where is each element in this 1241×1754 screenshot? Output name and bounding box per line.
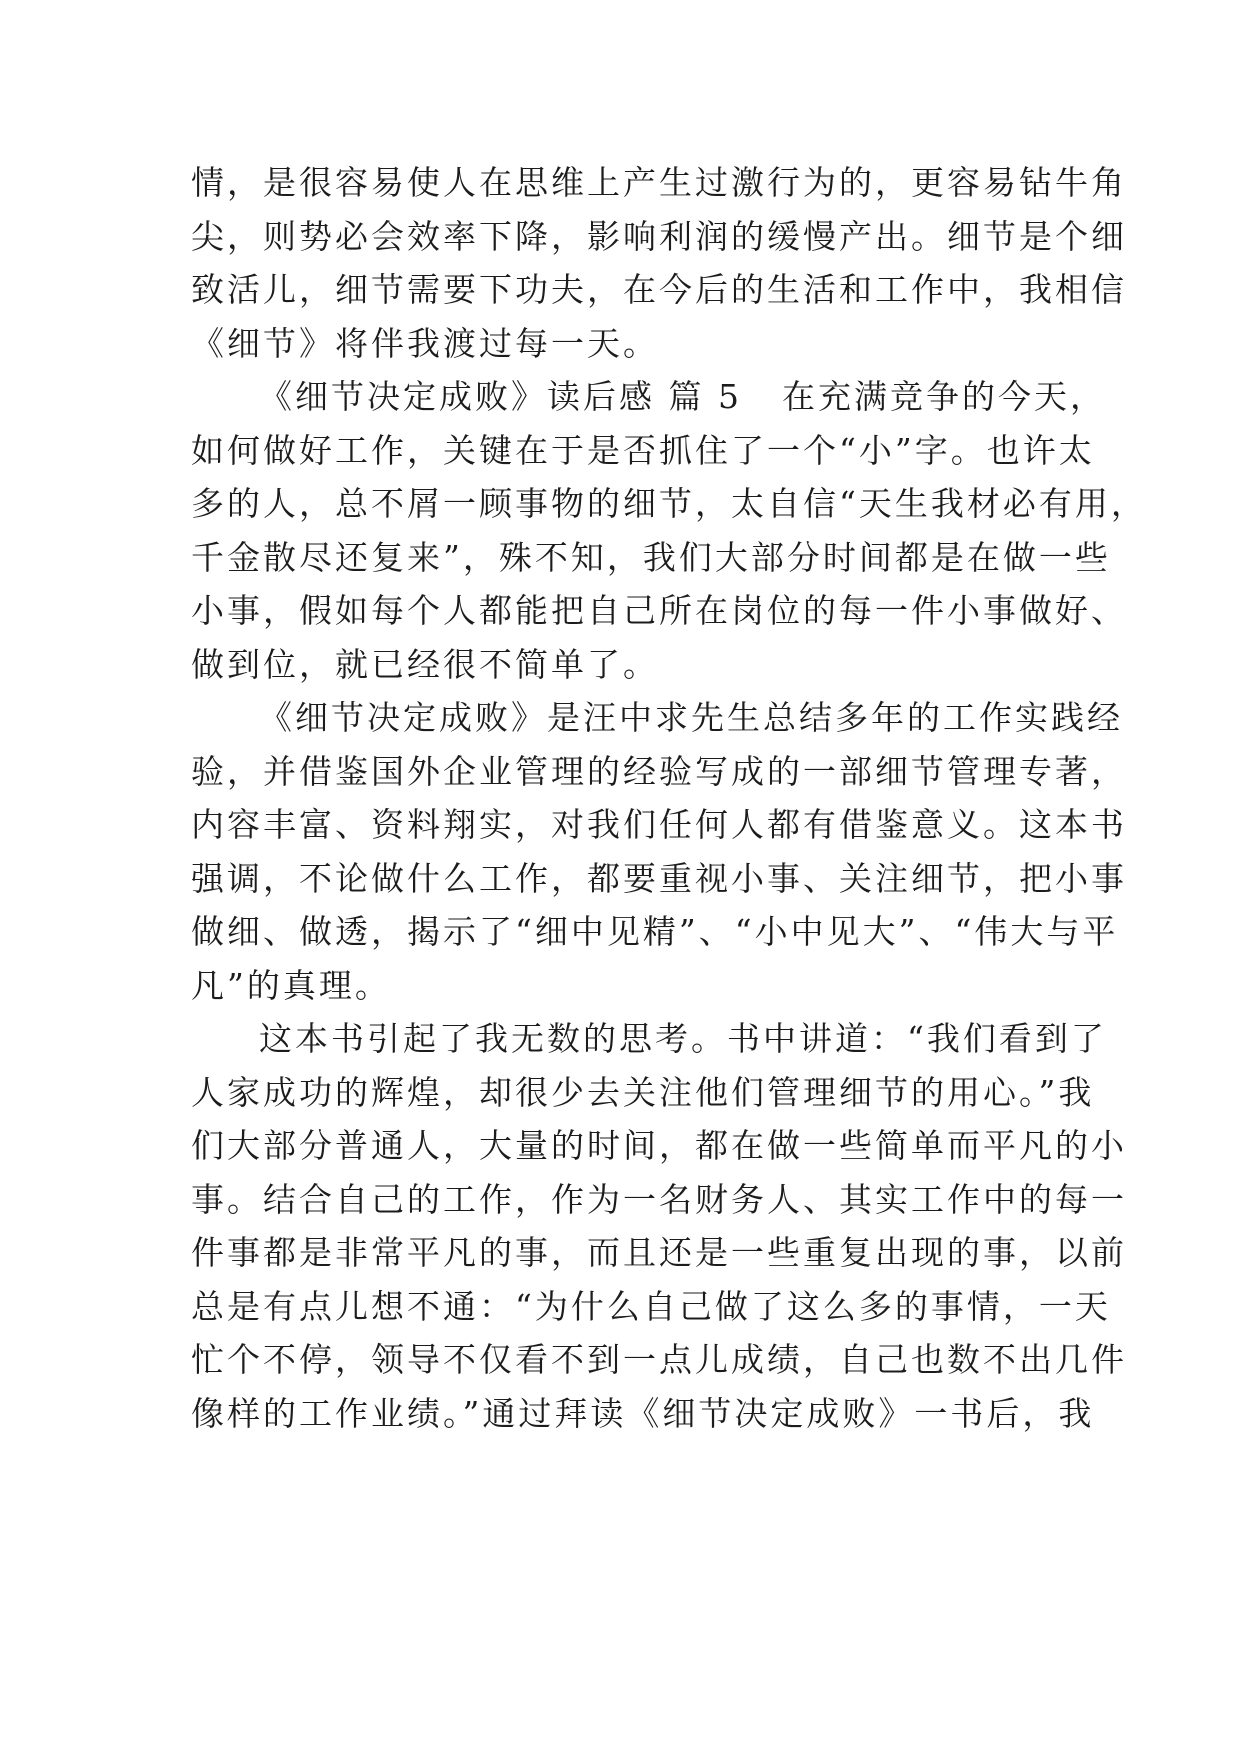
text-line: 总是有点儿想不通：“为什么自己做了这么多的事情，一天 [191, 1286, 1111, 1326]
text-line: 内容丰富、资料翔实，对我们任何人都有借鉴意义。这本书 [191, 805, 1127, 844]
text-line: 做细、做透，揭示了“细中见精”、“小中见大”、“伟大与平 [191, 912, 1119, 951]
section-heading-line [191, 370, 1106, 424]
text-line: 多的人，总不屑一顾事物的细节，太自信“天生我材必有用， [191, 484, 1147, 523]
text-line: 忙个不停，领导不仅看不到一点儿成绩，自己也数不出几件 [191, 1340, 1127, 1379]
text-line: 件事都是非常平凡的事，而且还是一些重复出现的事，以前 [191, 1233, 1127, 1272]
text-line: 强调，不论做什么工作，都要重视小事、关注细节，把小事 [191, 858, 1127, 898]
section-heading: 《细节决定成败》读后感 篇 5 [259, 377, 742, 416]
text-line: 凡”的真理。 [191, 965, 391, 1005]
text-line: 验，并借鉴国外企业管理的经验写成的一部细节管理专著， [191, 751, 1127, 791]
text-line: 事。结合自己的工作，作为一名财务人、其实工作中的每一 [191, 1179, 1127, 1219]
text-line: 像样的工作业绩。”通过拜读《细节决定成败》一书后，我 [191, 1393, 1095, 1433]
text-line: 千金散尽还复来”，殊不知，我们大部分时间都是在做一些 [191, 537, 1111, 577]
text-line: 尖，则势必会效率下降，影响利润的缓慢产出。细节是个细 [191, 216, 1127, 256]
text-line: 致活儿，细节需要下功夫，在今后的生活和工作中，我相信 [191, 270, 1127, 309]
section-first-line: 在充满竞争的今天， [781, 377, 1106, 416]
text-line: 人家成功的辉煌，却很少去关注他们管理细节的用心。”我 [191, 1072, 1095, 1112]
text-line: 们大部分普通人，大量的时间，都在做一些简单而平凡的小 [191, 1126, 1127, 1165]
text-line: 《细节》将伴我渡过每一天。 [191, 323, 659, 363]
paragraph-start: 《细节决定成败》是汪中求先生总结多年的工作实践经 [259, 698, 1123, 737]
paragraph-start: 这本书引起了我无数的思考。书中讲道：“我们看到了 [259, 1019, 1107, 1058]
text-line: 做到位，就已经很不简单了。 [191, 644, 659, 684]
text-line: 情，是很容易使人在思维上产生过激行为的，更容易钻牛角 [191, 163, 1127, 202]
document-body [191, 156, 1147, 1440]
text-line: 如何做好工作，关键在于是否抓住了一个“小”字。也许太 [191, 430, 1095, 470]
text-line: 小事，假如每个人都能把自己所在岗位的每一件小事做好、 [191, 591, 1127, 630]
